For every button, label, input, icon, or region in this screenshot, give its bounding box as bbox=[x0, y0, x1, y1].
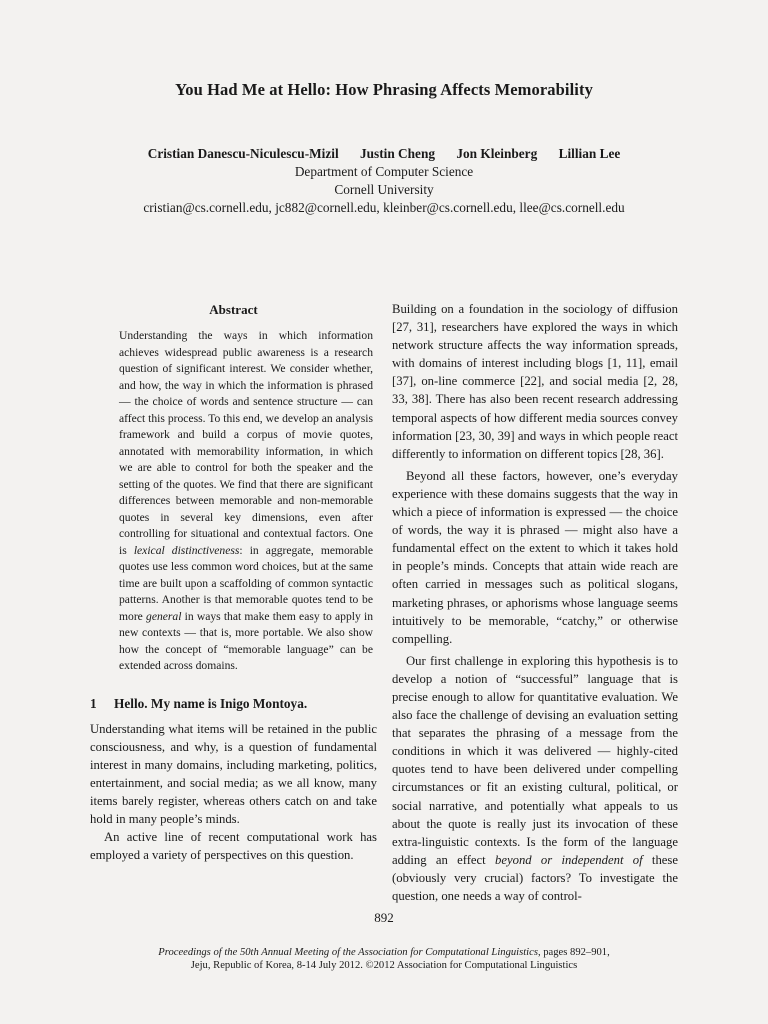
emphasis: beyond or independent of bbox=[495, 852, 643, 867]
author-name: Cristian Danescu-Niculescu-Mizil bbox=[147, 146, 339, 161]
body-paragraph: Beyond all these factors, however, one’s everyday experience with these domains suggests that the way in which a piece of information is expressed — the choice of words, the way it is phrased — might also have a fundamental effect on the extent to which it takes hold in people’s minds. Concepts that attain wide reach are often carried in messages such as political slogans, marketing phrases, or aphorisms whose language seems intuitively to be memorable, “catchy,” or otherwise compelling. bbox=[392, 468, 678, 646]
body-paragraph: An active line of recent computational work has employed a variety of perspectives on this question. bbox=[90, 830, 377, 863]
body-paragraph: Building on a foundation in the sociology of diffusion [27, 31], researchers have explored the ways in which network structure affects the way information spreads, with domains of interest including blogs [1, 11], email [37], on-line commerce [22], and social media [2, 28, 33, 38]. There has also been recent research addressing temporal aspects of how different media sources convey information [23, 30, 39] and ways in which people react differently to information on different topics [28, 36]. bbox=[392, 302, 678, 461]
emphasis: lexical distinctiveness bbox=[133, 543, 240, 557]
author-name: Justin Cheng bbox=[360, 146, 436, 161]
footer-line-1: Proceedings of the 50th Annual Meeting of the Association for Computational Linguistics, pages 892–901, bbox=[158, 947, 610, 958]
section-heading bbox=[90, 696, 377, 712]
emphasis: general bbox=[146, 609, 182, 623]
paper-title: You Had Me at Hello: How Phrasing Affects Memorability bbox=[175, 80, 593, 99]
university: Cornell University bbox=[334, 182, 434, 197]
section-title: Hello. My name is Inigo Montoya. bbox=[114, 695, 308, 711]
proceedings-footer bbox=[0, 947, 768, 972]
left-column bbox=[90, 300, 377, 864]
body-paragraph: Understanding what items will be retained in the public consciousness, and why, is a question of fundamental interest in many domains, including marketing, politics, entertainment, and social media; as we all know, many items barely register, whereas others catch on and take hold in many people’s minds. bbox=[90, 721, 377, 826]
author-name: Lillian Lee bbox=[558, 146, 621, 161]
author-name: Jon Kleinberg bbox=[456, 146, 538, 161]
abstract-text: Understanding the ways in which information achieves widespread public awareness is a research question of significant interest. We consider whether, and how, the way in which the information is phrased — the choice of words and sentence structure — can affect this process. To this end, we develop an analysis framework and build a corpus of movie quotes, annotated with memorability information, in which we are able to control for both the speaker and the setting of the quotes. We find that there are significant differences between memorable and non-memorable quotes in several key dimensions, even after controlling for situational and contextual factors. One is lexical distinctiveness: in aggregate, memorable quotes use less common word choices, but at the same time are built upon a scaffolding of common syntactic patterns. Another is that memorable quotes tend to be more general in ways that make them easy to apply in new contexts — that is, more portable. We also show how the concept of “memorable language” can be extended across domains. bbox=[119, 329, 373, 672]
author-emails: cristian@cs.cornell.edu, jc882@cornell.edu, kleinber@cs.cornell.edu, llee@cs.cornell.edu bbox=[143, 200, 625, 215]
department: Department of Computer Science bbox=[294, 164, 474, 179]
right-column bbox=[392, 300, 678, 905]
abstract-heading: Abstract bbox=[209, 302, 258, 317]
footer-line-2: Jeju, Republic of Korea, 8-14 July 2012. ©2012 Association for Computational Linguistics bbox=[190, 959, 578, 971]
section-number: 1 bbox=[90, 695, 97, 711]
page-number: 892 bbox=[374, 910, 394, 925]
body-paragraph: Our first challenge in exploring this hypothesis is to develop a notion of “successful” language that is precise enough to allow for quantitative evaluation. We also face the challenge of devising an evaluation setting that separates the phrasing of a message from the conditions in which it was delivered — highly-cited quotes tend to have been delivered under compelling circumstances or fit an existing cultural, political, or social narrative, and potentially what appeals to us about the quote is really just its invocation of these extra-linguistic contexts. Is the form of the language adding an effect beyond or independent of these (obviously very crucial) factors? To investigate the question, one needs a way of control- bbox=[392, 653, 678, 903]
author-list bbox=[0, 146, 768, 162]
